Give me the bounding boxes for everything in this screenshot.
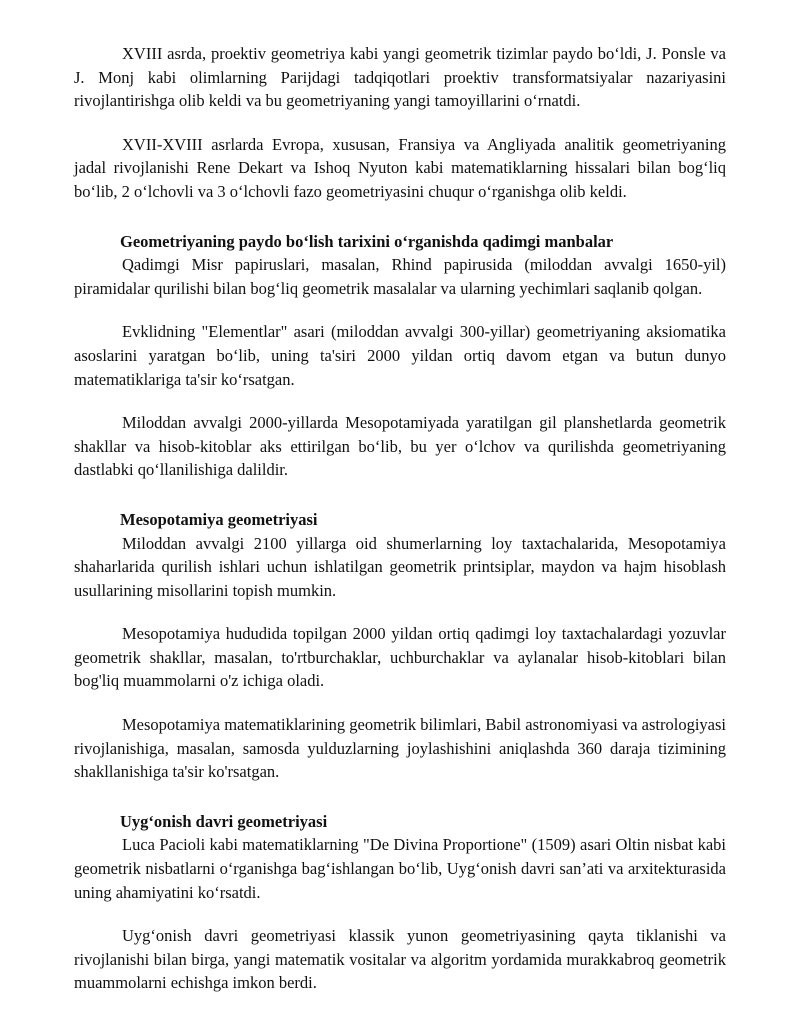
paragraph: Qadimgi Misr papiruslari, masalan, Rhind papirusida (miloddan avvalgi 1650-yil) piramidalar qurilishi bilan bog‘liq geometrik masalalar va ularning yechimlari saqlanib qolgan.	[74, 255, 726, 298]
paragraph: Evklidning "Elementlar" asari (miloddan avvalgi 300-yillar) geometriyaning aksiomatika asoslarini yaratgan bo‘lib, uning ta'siri 2000 yildan ortiq davom etgan va butun dunyo matematiklariga ta'sir ko‘rsatgan.	[74, 322, 726, 389]
section-renaissance	[74, 810, 726, 995]
section-ancient-sources	[74, 230, 726, 482]
paragraph-projective-geometry: XVIII asrda, proektiv geometriya kabi yangi geometrik tizimlar paydo bo‘ldi, J. Ponsle va J. Monj kabi olimlarning Parijdagi tadqiqotlari proektiv transformatsiyalar nazariyasini rivojlantirishga olib keldi va bu geometriyaning yangi tamoyillarini o‘rnatdi.	[74, 44, 726, 111]
paragraph: Mesopotamiya hududida topilgan 2000 yildan ortiq qadimgi loy taxtachalardagi yozuvlar geometrik shakllar, masalan, to'rtburchaklar, uchburchaklar va aylanalar hisob-kitoblari bilan bog'liq muammolarni o'z ichiga oladi.	[74, 624, 726, 691]
paragraph: Uyg‘onish davri geometriyasi klassik yunon geometriyasining qayta tiklanishi va rivojlanishi bilan birga, yangi matematik vositalar va algoritm yordamida murakkabroq geometrik muammolarni echishga imkon berdi.	[74, 926, 726, 993]
paragraph: Miloddan avvalgi 2000-yillarda Mesopotamiyada yaratilgan gil planshetlarda geometrik shakllar va hisob-kitoblar aks ettirilgan bo‘lib, bu yer o‘lchov va qurilishda geometriyaning dastlabki qo‘llanilishiga dalildir.	[74, 413, 726, 480]
section-mesopotamia	[74, 508, 726, 784]
paragraph: Luca Pacioli kabi matematiklarning "De Divina Proportione" (1509) asari Oltin nisbat kabi geometrik nisbatlarni o‘rganishga bag‘ishlangan bo‘lib, Uyg‘onish davri san’ati va arxitekturasida uning ahamiyatini ko‘rsatdi.	[74, 835, 726, 902]
paragraph: Miloddan avvalgi 2100 yillarga oid shumerlarning loy taxtachalarida, Mesopotamiya shaharlarida qurilish ishlari uchun ishlatilgan geometrik printsiplar, maydon va hajm hisoblash usullarining misollarini topish mumkin.	[74, 533, 726, 600]
section-heading: Geometriyaning paydo bo‘lish tarixini o‘rganishda qadimgi manbalar	[120, 231, 614, 251]
paragraph-analytic-geometry: XVII-XVIII asrlarda Evropa, xususan, Fransiya va Angliyada analitik geometriyaning jadal rivojlanishi Rene Dekart va Ishoq Nyuton kabi matematiklarning hissalari bilan bog‘liq bo‘lib, 2 o‘lchovli va 3 o‘lchovli fazo geometriyasini chuqur o‘rganishga olib keldi.	[74, 134, 726, 201]
section-heading: Uyg‘onish davri geometriyasi	[120, 811, 328, 831]
paragraph: Mesopotamiya matematiklarining geometrik bilimlari, Babil astronomiyasi va astrologiyasi rivojlanishiga, masalan, samosda yulduzlarning joylashishini aniqlashda 360 daraja tizimining shakllanishiga ta'sir ko'rsatgan.	[74, 715, 726, 782]
section-heading: Mesopotamiya geometriyasi	[120, 509, 318, 529]
document-body	[74, 0, 726, 995]
